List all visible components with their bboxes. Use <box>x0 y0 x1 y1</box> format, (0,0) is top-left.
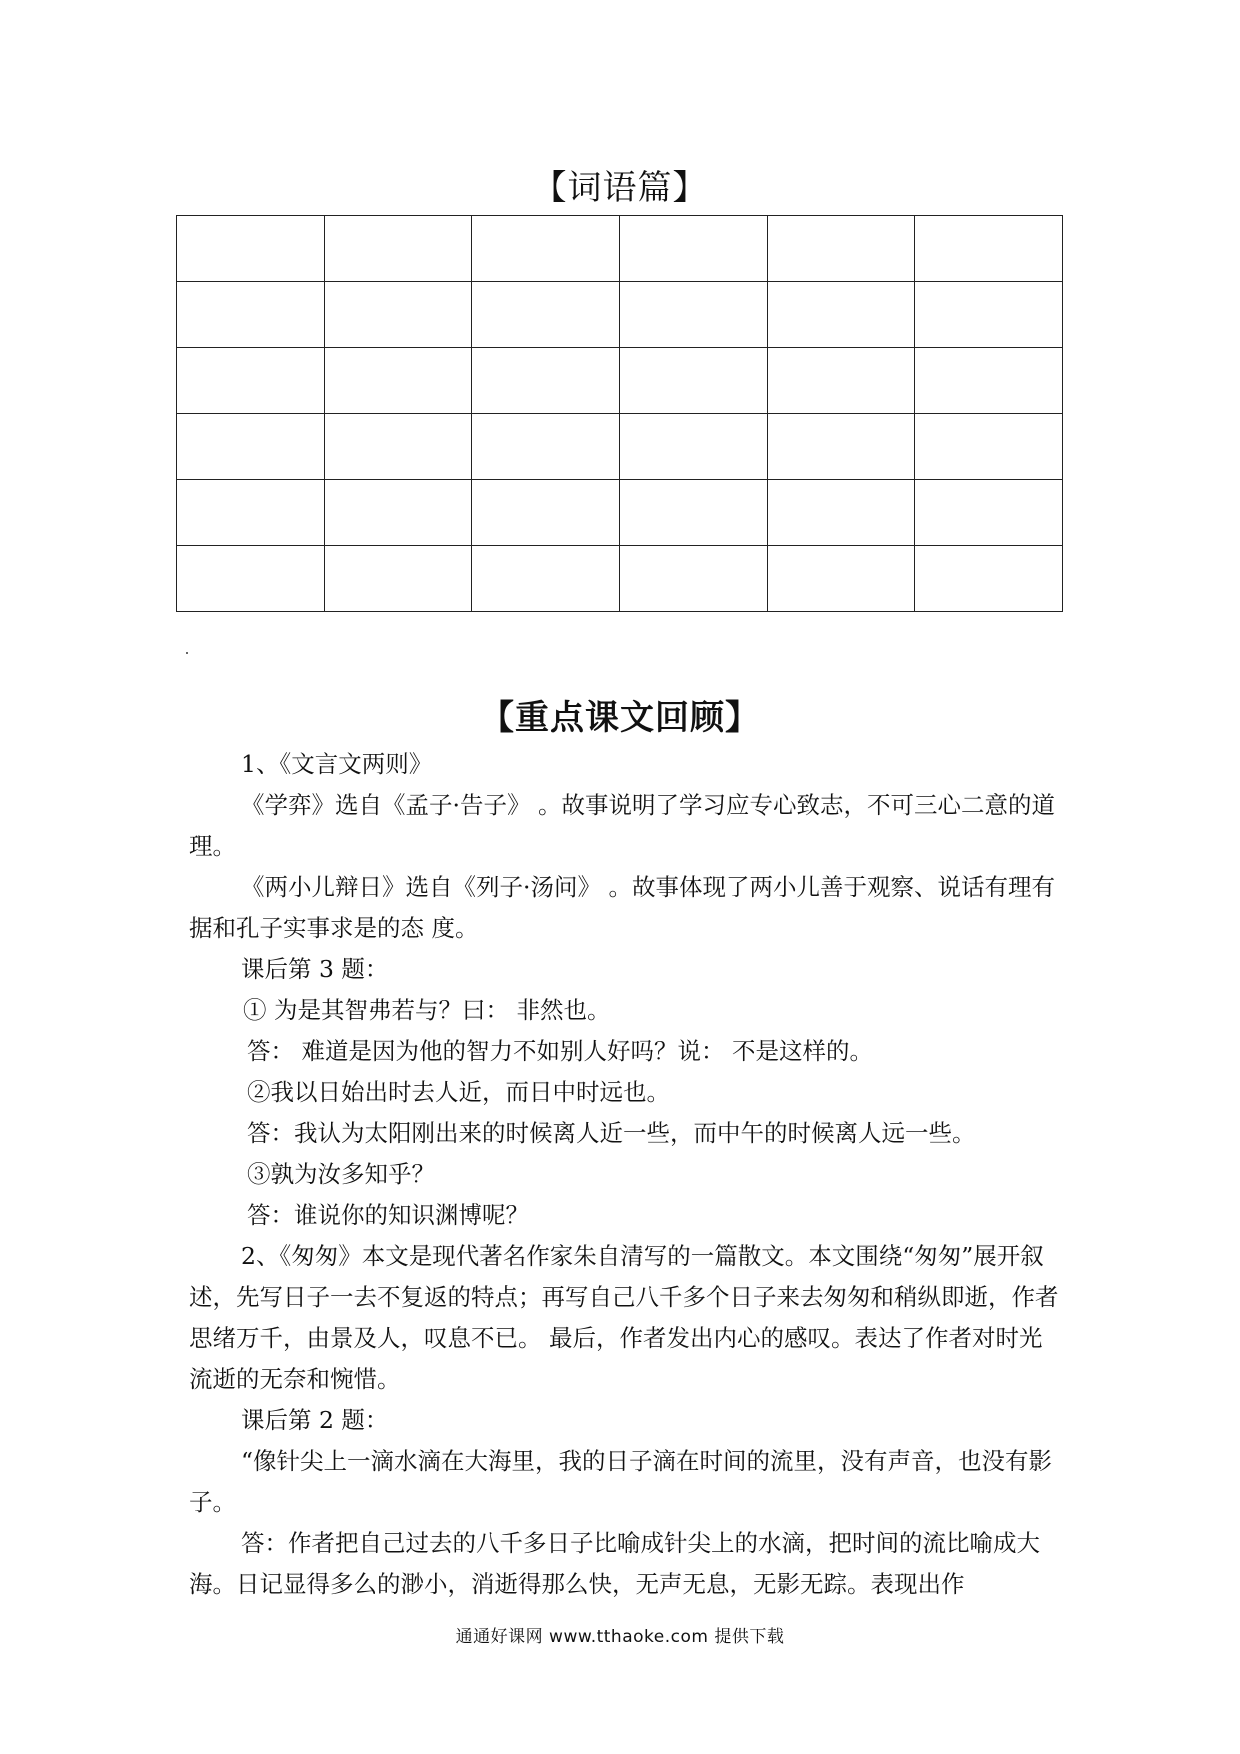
grid-cell <box>767 216 915 282</box>
xueyi-paragraph: 《学弈》选自《孟子·告子》 。故事说明了学习应专心致志，不可三心二意的道理。 <box>189 791 1055 860</box>
grid-row <box>177 282 1063 348</box>
grid-cell <box>767 546 915 612</box>
grid-cell <box>472 348 620 414</box>
grid-cell <box>767 414 915 480</box>
grid-cell <box>915 480 1063 546</box>
q3-3-answer: 答：谁说你的知识渊博呢？ <box>247 1201 529 1229</box>
grid-cell <box>324 282 472 348</box>
grid-cell <box>915 282 1063 348</box>
grid-cell <box>472 546 620 612</box>
grid-cell <box>767 348 915 414</box>
grid-cell <box>324 414 472 480</box>
page-footer: 通通好课网 www.tthaoke.com 提供下载 <box>455 1627 785 1647</box>
grid-row <box>177 546 1063 612</box>
grid-cell <box>619 546 767 612</box>
grid-cell <box>619 216 767 282</box>
grid-cell <box>619 480 767 546</box>
q3-label: 课后第 3 题： <box>241 955 389 983</box>
q3-2-question: ②我以日始出时去人近，而日中时远也。 <box>247 1078 670 1106</box>
grid-cell <box>177 480 325 546</box>
q2-answer: 答：作者把自己过去的八千多日子比喻成针尖上的水滴，把时间的流比喻成大海。日记显得多么的渺小，消逝得那么快，无声无息，无影无踪。表现出作 <box>189 1529 1040 1598</box>
review-content <box>189 744 1059 1605</box>
grid-cell <box>767 282 915 348</box>
scan-speck <box>186 652 188 654</box>
grid-cell <box>177 546 325 612</box>
grid-cell <box>177 414 325 480</box>
vocab-writing-grid <box>176 215 1063 612</box>
q2-label: 课后第 2 题： <box>241 1406 389 1434</box>
grid-cell <box>324 348 472 414</box>
grid-row <box>177 480 1063 546</box>
grid-cell <box>472 480 620 546</box>
liangxiaoer-paragraph: 《两小儿辩日》选自《列子·汤问》 。故事体现了两小儿善于观察、说话有理有据和孔子实事求是的态 度。 <box>189 873 1055 942</box>
vocab-section-heading: 【词语篇】 <box>532 168 708 208</box>
grid-cell <box>177 348 325 414</box>
q3-2-answer: 答：我认为太阳刚出来的时候离人近一些，而中午的时候离人远一些。 <box>247 1119 976 1147</box>
item2-paragraph: 2、《匆匆》本文是现代著名作家朱自清写的一篇散文。本文围绕“匆匆”展开叙述，先写日子一去不复返的特点；再写自己八千多个日子来去匆匆和稍纵即逝，作者思绪万千，由景及人，叹息不已。 最后，作者发出内心的感叹。表达了作者对时光流逝的无奈和惋惜。 <box>189 1242 1059 1393</box>
q3-1-question: ① 为是其智弗若与？曰： 非然也。 <box>243 996 611 1024</box>
grid-cell <box>619 282 767 348</box>
grid-row <box>177 348 1063 414</box>
grid-cell <box>324 546 472 612</box>
grid-cell <box>619 414 767 480</box>
grid-cell <box>915 216 1063 282</box>
grid-cell <box>324 216 472 282</box>
q3-1-answer: 答： 难道是因为他的智力不如别人好吗？说： 不是这样的。 <box>247 1037 873 1065</box>
grid-row <box>177 414 1063 480</box>
grid-cell <box>472 414 620 480</box>
grid-cell <box>324 480 472 546</box>
grid-cell <box>915 546 1063 612</box>
grid-cell <box>472 282 620 348</box>
grid-cell <box>767 480 915 546</box>
grid-cell <box>915 348 1063 414</box>
item1-title: 1、《文言文两则》 <box>241 750 433 778</box>
q3-3-question: ③孰为汝多知乎？ <box>247 1160 435 1188</box>
grid-cell <box>915 414 1063 480</box>
review-section-heading: 【重点课文回顾】 <box>480 698 760 738</box>
q2-quote: “像针尖上一滴水滴在大海里，我的日子滴在时间的流里，没有声音，也没有影子。 <box>189 1447 1053 1516</box>
grid-cell <box>177 216 325 282</box>
grid-row <box>177 216 1063 282</box>
grid-cell <box>619 348 767 414</box>
grid-cell <box>177 282 325 348</box>
grid-cell <box>472 216 620 282</box>
